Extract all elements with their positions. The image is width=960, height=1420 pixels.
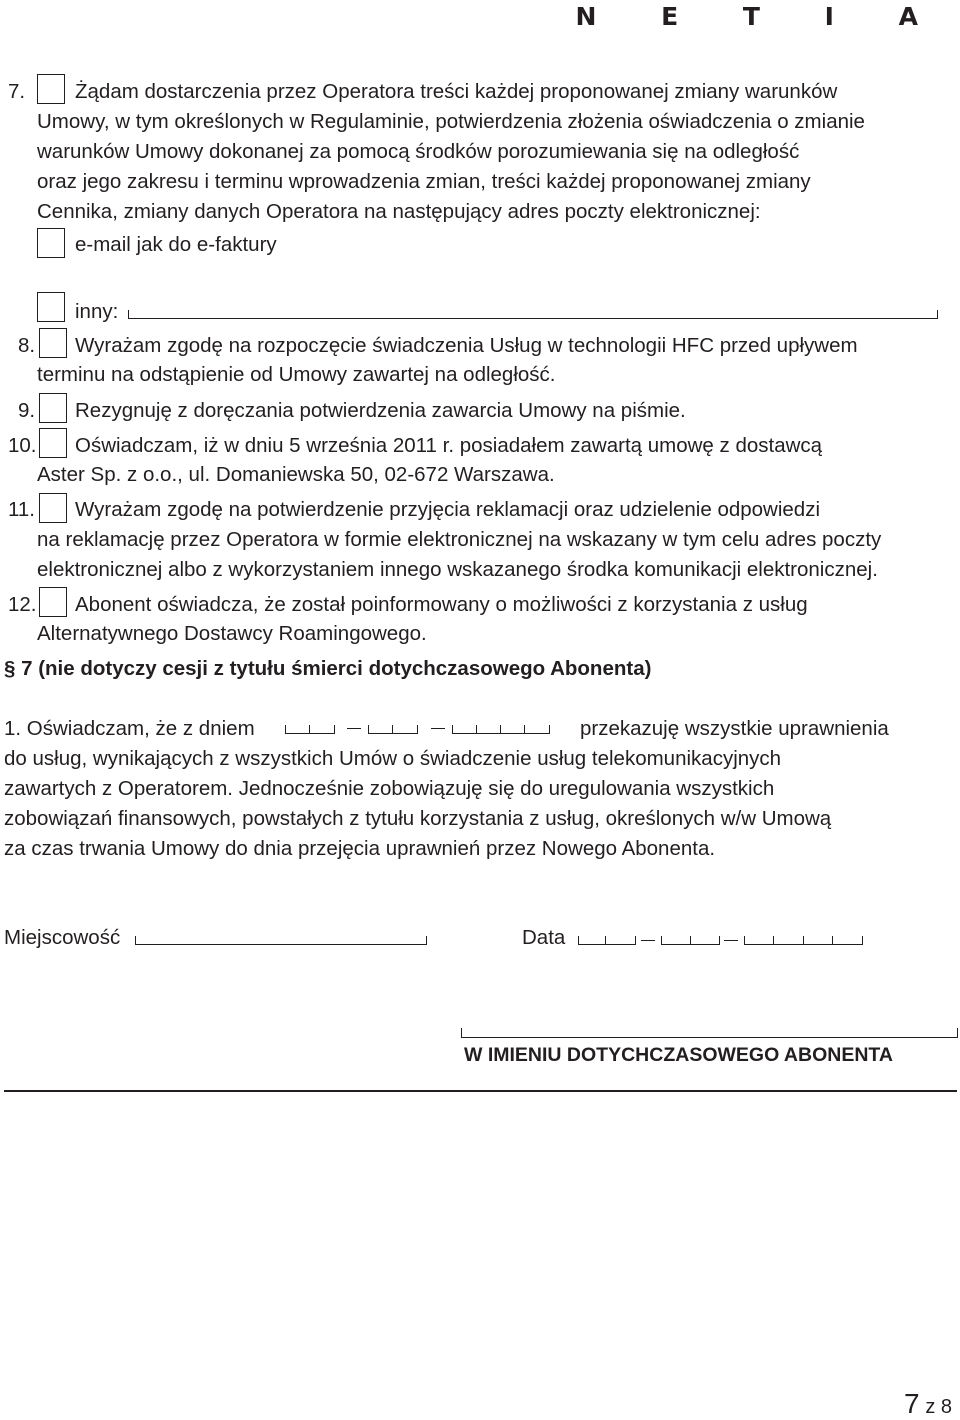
- place-label: Miejscowość: [4, 926, 121, 949]
- item-8-checkbox[interactable]: [39, 328, 67, 358]
- page-total: z 8: [925, 1396, 952, 1418]
- item-10-checkbox[interactable]: [39, 428, 67, 458]
- email-option-checkbox[interactable]: [37, 228, 65, 258]
- other-email-input[interactable]: [128, 310, 938, 319]
- date-label: Data: [522, 926, 566, 949]
- section-7-line-3: zobowiązań finansowych, powstałych z tytułu korzystania z usług, określonych w/w Umową: [4, 807, 832, 830]
- section-7-line-2: zawartych z Operatorem. Jednocześnie zobowiązuję się do uregulowania wszystkich: [4, 777, 775, 800]
- item-10-line-1: Oświadczam, iż w dniu 5 września 2011 r. posiadałem zawartą umowę z dostawcą: [75, 434, 823, 457]
- section-7-line-4: za czas trwania Umowy do dnia przejęcia uprawnień przez Nowego Abonenta.: [4, 837, 716, 860]
- section-7-heading: § 7 (nie dotyczy cesji z tytułu śmierci dotychczasowego Abonenta): [4, 657, 652, 680]
- item-12-checkbox[interactable]: [39, 587, 67, 617]
- item-11-checkbox[interactable]: [39, 493, 67, 523]
- item-11-line-1: Wyrażam zgodę na potwierdzenie przyjęcia reklamacji oraz udzielenie odpowiedzi: [75, 498, 821, 521]
- section-7-p1-start: 1. Oświadczam, że z dniem: [4, 717, 255, 740]
- item-12-line-2: Alternatywnego Dostawcy Roamingowego.: [37, 622, 427, 645]
- item-11-line-2: na reklamację przez Operatora w formie elektronicznej na wskazany w tym celu adres poczty: [37, 528, 882, 551]
- other-email-checkbox[interactable]: [37, 292, 65, 322]
- netia-logo: N E T I A: [575, 2, 946, 31]
- item-11-number: 11.: [8, 498, 35, 521]
- bottom-rule: [4, 1090, 957, 1092]
- item-9-line-1: Rezygnuję z doręczania potwierdzenia zawarcia Umowy na piśmie.: [75, 399, 686, 422]
- item-9-checkbox[interactable]: [39, 393, 67, 423]
- item-12-number: 12.: [8, 593, 37, 616]
- item-7-line-3: warunków Umowy dokonanej za pomocą środków porozumiewania się na odległość: [37, 140, 800, 163]
- item-7-number: 7.: [8, 80, 26, 103]
- section-7-p1-end: przekazuję wszystkie uprawnienia: [580, 717, 889, 740]
- item-10-number: 10.: [8, 434, 37, 457]
- item-8-line-1: Wyrażam zgodę na rozpoczęcie świadczenia Usług w technologii HFC przed upływem: [75, 334, 858, 357]
- page-number: 7: [904, 1388, 920, 1419]
- email-option-label: e-mail jak do e-faktury: [75, 233, 277, 256]
- item-7-line-5: Cennika, zmiany danych Operatora na następujący adres poczty elektronicznej:: [37, 200, 761, 223]
- item-7-line-4: oraz jego zakresu i terminu wprowadzenia zmian, treści każdej proponowanej zmiany: [37, 170, 811, 193]
- other-email-label: inny:: [75, 300, 119, 323]
- signature-line[interactable]: [461, 1028, 958, 1038]
- item-7-checkbox[interactable]: [37, 74, 65, 104]
- place-input[interactable]: [135, 936, 427, 945]
- signer-label: W IMIENIU DOTYCHCZASOWEGO ABONENTA: [464, 1044, 893, 1066]
- item-12-line-1: Abonent oświadcza, że został poinformowany o możliwości z korzystania z usług: [75, 593, 808, 616]
- item-9-number: 9.: [18, 399, 36, 422]
- item-7-line-2: Umowy, w tym określonych w Regulaminie, potwierdzenia złożenia oświadczenia o zmianie: [37, 110, 865, 133]
- item-10-line-2: Aster Sp. z o.o., ul. Domaniewska 50, 02-672 Warszawa.: [37, 463, 555, 486]
- item-11-line-3: elektronicznej albo z wykorzystaniem innego wskazanego środka komunikacji elektronicznej.: [37, 558, 878, 581]
- item-8-line-2: terminu na odstąpienie od Umowy zawartej na odległość.: [37, 363, 556, 386]
- section-7-line-1: do usług, wynikających z wszystkich Umów o świadczenie usług telekomunikacyjnych: [4, 747, 782, 770]
- item-8-number: 8.: [18, 334, 36, 357]
- page-counter: [904, 1388, 952, 1420]
- item-7-line-1: Żądam dostarczenia przez Operatora treści każdej proponowanej zmiany warunków: [75, 80, 838, 103]
